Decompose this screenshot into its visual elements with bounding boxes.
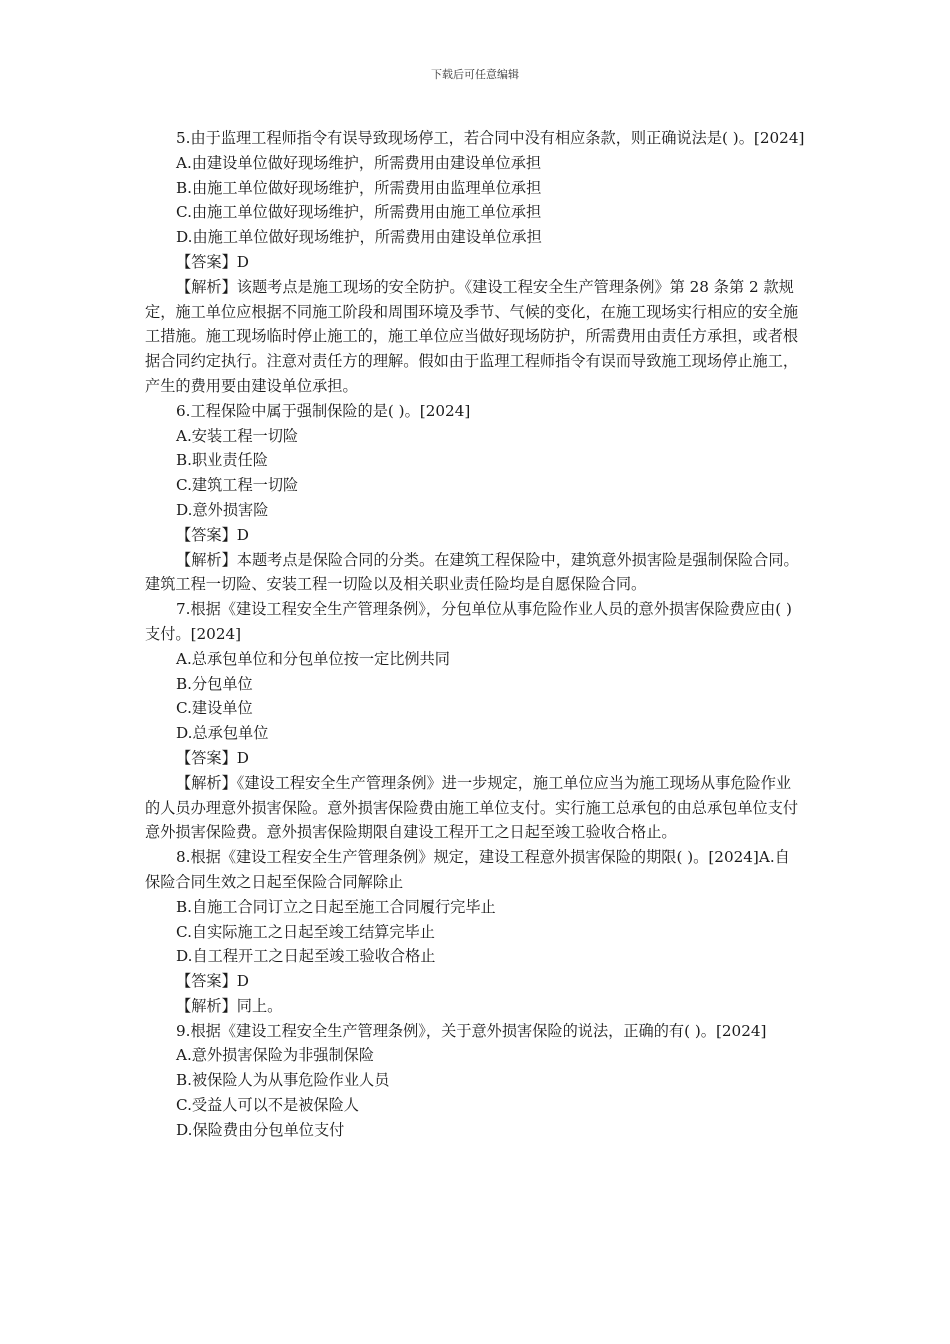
answer-option: B.由施工单位做好现场维护，所需费用由监理单位承担 — [176, 178, 542, 197]
answer-option: B.分包单位 — [176, 674, 253, 693]
question-stem: 9.根据《建设工程安全生产管理条例》，关于意外损害保险的说法，正确的有( )。[2024] — [176, 1021, 767, 1040]
answer-option: A.总承包单位和分包单位按一定比例共同 — [176, 649, 450, 668]
page-header: 下载后可任意编辑 — [431, 68, 519, 81]
answer-option: C.受益人可以不是被保险人 — [176, 1096, 359, 1115]
answer-option: C.建筑工程一切险 — [176, 476, 299, 495]
question-stem: 8.根据《建设工程安全生产管理条例》规定，建设工程意外损害保险的期限( )。[2024]A.自保险合同生效之日起至保险合同解除止 — [145, 848, 790, 891]
answer-explanation: 【答案】D — [176, 525, 249, 544]
answer-explanation: 【解析】同上。 — [176, 996, 283, 1015]
answer-option: A.意外损害保险为非强制保险 — [176, 1046, 375, 1065]
answer-option: A.安装工程一切险 — [176, 426, 299, 445]
answer-option: C.自实际施工之日起至竣工结算完毕止 — [176, 922, 435, 941]
answer-option: B.职业责任险 — [176, 451, 268, 470]
question-stem: 5.由于监理工程师指令有误导致现场停工，若合同中没有相应条款，则正确说法是( )。[2024] — [176, 129, 805, 147]
answer-option: B.自施工合同订立之日起至施工合同履行完毕止 — [176, 897, 496, 916]
answer-option: A.由建设单位做好现场维护，所需费用由建设单位承担 — [176, 153, 542, 172]
answer-option: C.由施工单位做好现场维护，所需费用由施工单位承担 — [176, 203, 542, 222]
answer-option: D.总承包单位 — [176, 724, 269, 743]
question-stem: 7.根据《建设工程安全生产管理条例》，分包单位从事危险作业人员的意外损害保险费应由( )支付。[2024] — [145, 600, 792, 643]
answer-explanation: 【解析】该题考点是施工现场的安全防护。《建设工程安全生产管理条例》第 28 条第 2 款规定，施工单位应根据不同施工阶段和周围环境及季节、气候的变化，在施工现场实行相应的安全施工措施。施工现场临时停止施工的，施工单位应当做好现场防护，所需费用由责任方承担，或者根据合同约定执行。注意对责任方的理解。假如由于监理工程师指令有误而导致施工现场停止施工，产生的费用要由建设单位承担。 — [145, 277, 799, 395]
answer-explanation: 【解析】本题考点是保险合同的分类。在建筑工程保险中，建筑意外损害险是强制保险合同。建筑工程一切险、安装工程一切险以及相关职业责任险均是自愿保险合同。 — [145, 550, 799, 594]
answer-option: D.意外损害险 — [176, 500, 269, 519]
answer-explanation: 【答案】D — [176, 972, 249, 991]
answer-explanation: 【解析】《建设工程安全生产管理条例》进一步规定，施工单位应当为施工现场从事危险作业的人员办理意外损害保险。意外损害保险费由施工单位支付。实行施工总承包的由总承包单位支付意外损害保险费。意外损害保险期限自建设工程开工之日起至竣工验收合格止。 — [145, 773, 799, 842]
answer-option: D.保险费由分包单位支付 — [176, 1120, 345, 1139]
document-body — [145, 126, 805, 1143]
answer-option: C.建设单位 — [176, 699, 253, 718]
answer-option: B.被保险人为从事危险作业人员 — [176, 1071, 390, 1090]
question-stem: 6.工程保险中属于强制保险的是( )。[2024] — [176, 401, 471, 420]
answer-explanation: 【答案】D — [176, 252, 249, 271]
answer-option: D.自工程开工之日起至竣工验收合格止 — [176, 947, 436, 966]
answer-explanation: 【答案】D — [176, 748, 249, 767]
answer-option: D.由施工单位做好现场维护，所需费用由建设单位承担 — [176, 228, 542, 247]
